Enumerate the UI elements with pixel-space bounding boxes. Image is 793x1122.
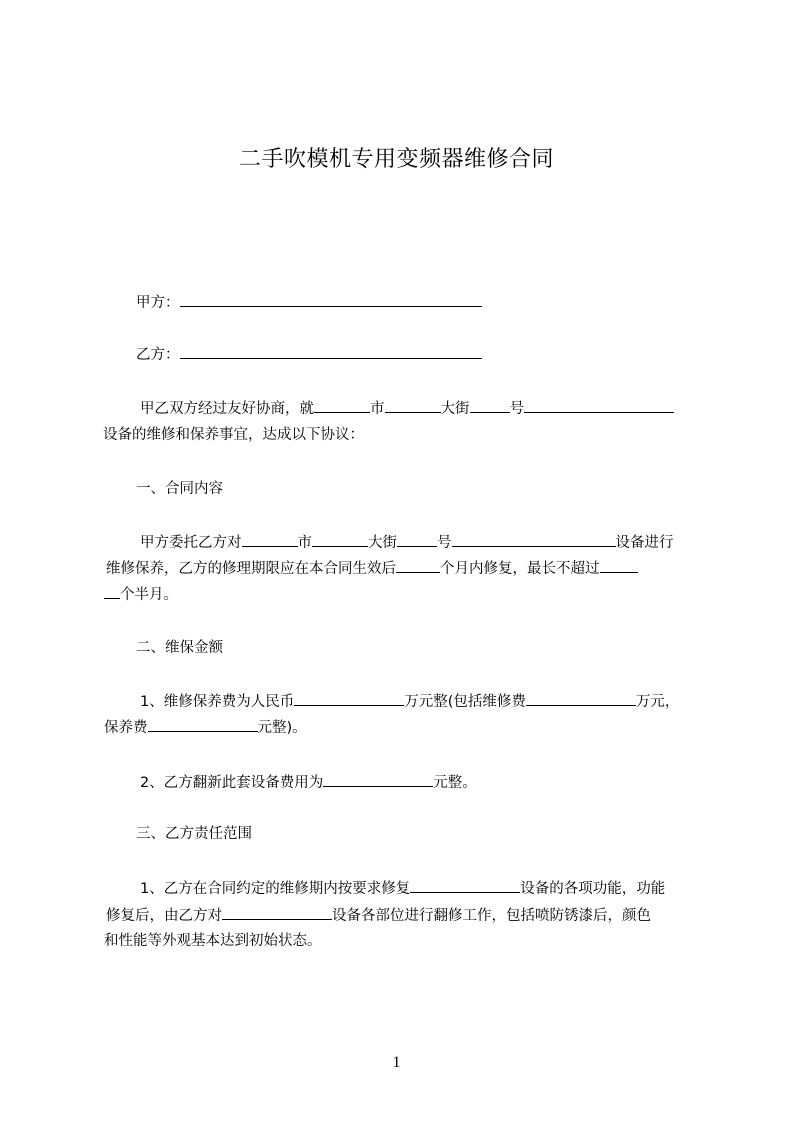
party-b-blank [180,344,482,359]
s2-blank-renovation [323,772,433,787]
s1-text-f: 维修保养，乙方的修理期限应在本合同生效后 [106,561,396,577]
s3-text-d: 设备各部位进行翻修工作，包括喷防锈漆后，颜色 [332,908,651,924]
s1-blank-street [312,532,368,547]
intro-blank-equipment [524,398,674,413]
s1-blank-max-cont [104,584,120,599]
section-2-para-1-line-1 [140,691,679,712]
section-3-heading: 三、乙方责任范围 [136,826,252,842]
section-2-para-2 [140,772,477,793]
s1-blank-months [396,558,440,573]
s3-blank-equipment-2 [222,905,332,920]
party-b-label: 乙方： [136,347,180,363]
s3-text-a: 1、乙方在合同约定的维修期内按要求修复 [140,881,411,897]
party-a-blank [180,292,482,307]
s1-text-e: 设备进行 [615,535,674,551]
s1-blank-number [397,532,437,547]
s1-text-g: 个月内修复，最长不超过 [440,561,600,577]
intro-text-c: 大街 [440,401,470,417]
s2-blank-maintenance [148,717,258,732]
s2-text-g: 元整。 [433,775,477,791]
s3-text-c: 修复后，由乙方对 [106,908,222,924]
section-1-line-1 [140,532,674,553]
s2-blank-repair [526,691,636,706]
section-2-para-1-line-2 [104,717,307,738]
intro-blank-city [314,398,370,413]
s3-blank-equipment-1 [410,878,520,893]
section-3-para-1-line-3: 和性能等外观基本达到初始状态。 [104,933,322,949]
party-a-label: 甲方： [136,295,180,311]
intro-line-1 [140,398,674,419]
s3-text-b: 设备的各项功能，功能 [520,881,666,897]
page-number: 1 [392,1054,401,1071]
section-3-para-1-line-2 [106,905,651,926]
s2-text-c: 万元， [635,694,680,710]
intro-blank-number [470,398,510,413]
s2-text-d: 保养费 [104,720,148,736]
s1-blank-city [242,532,298,547]
section-2-heading: 二、维保金额 [136,640,223,656]
s2-blank-total [294,691,404,706]
intro-text-d: 号 [509,401,524,417]
section-1-heading: 一、合同内容 [136,481,223,497]
s2-text-f: 2、乙方翻新此套设备费用为 [140,775,324,791]
s2-text-a: 1、维修保养费为人民币 [140,694,295,710]
section-1-line-3 [104,584,178,605]
section-1-line-2 [106,558,638,579]
intro-text-a: 甲乙双方经过友好协商，就 [140,401,314,417]
party-b-line [136,344,482,365]
s1-text-c: 大街 [368,535,397,551]
s1-text-b: 市 [297,535,312,551]
contract-title: 二手吹模机专用变频器维修合同 [238,147,554,172]
s1-text-d: 号 [437,535,452,551]
intro-blank-street [385,398,441,413]
s2-text-e: 元整)。 [257,720,307,736]
s1-blank-max [600,558,638,573]
s1-text-h: 个半月。 [120,587,178,603]
intro-text-b: 市 [370,401,385,417]
s2-text-b: 万元整(包括维修费 [404,694,526,710]
s1-text-a: 甲方委托乙方对 [140,535,242,551]
intro-line-2: 设备的维修和保养事宜，达成以下协议： [103,427,364,443]
s1-blank-equipment [452,532,616,547]
section-3-para-1-line-1 [140,878,665,899]
party-a-line [136,292,482,313]
